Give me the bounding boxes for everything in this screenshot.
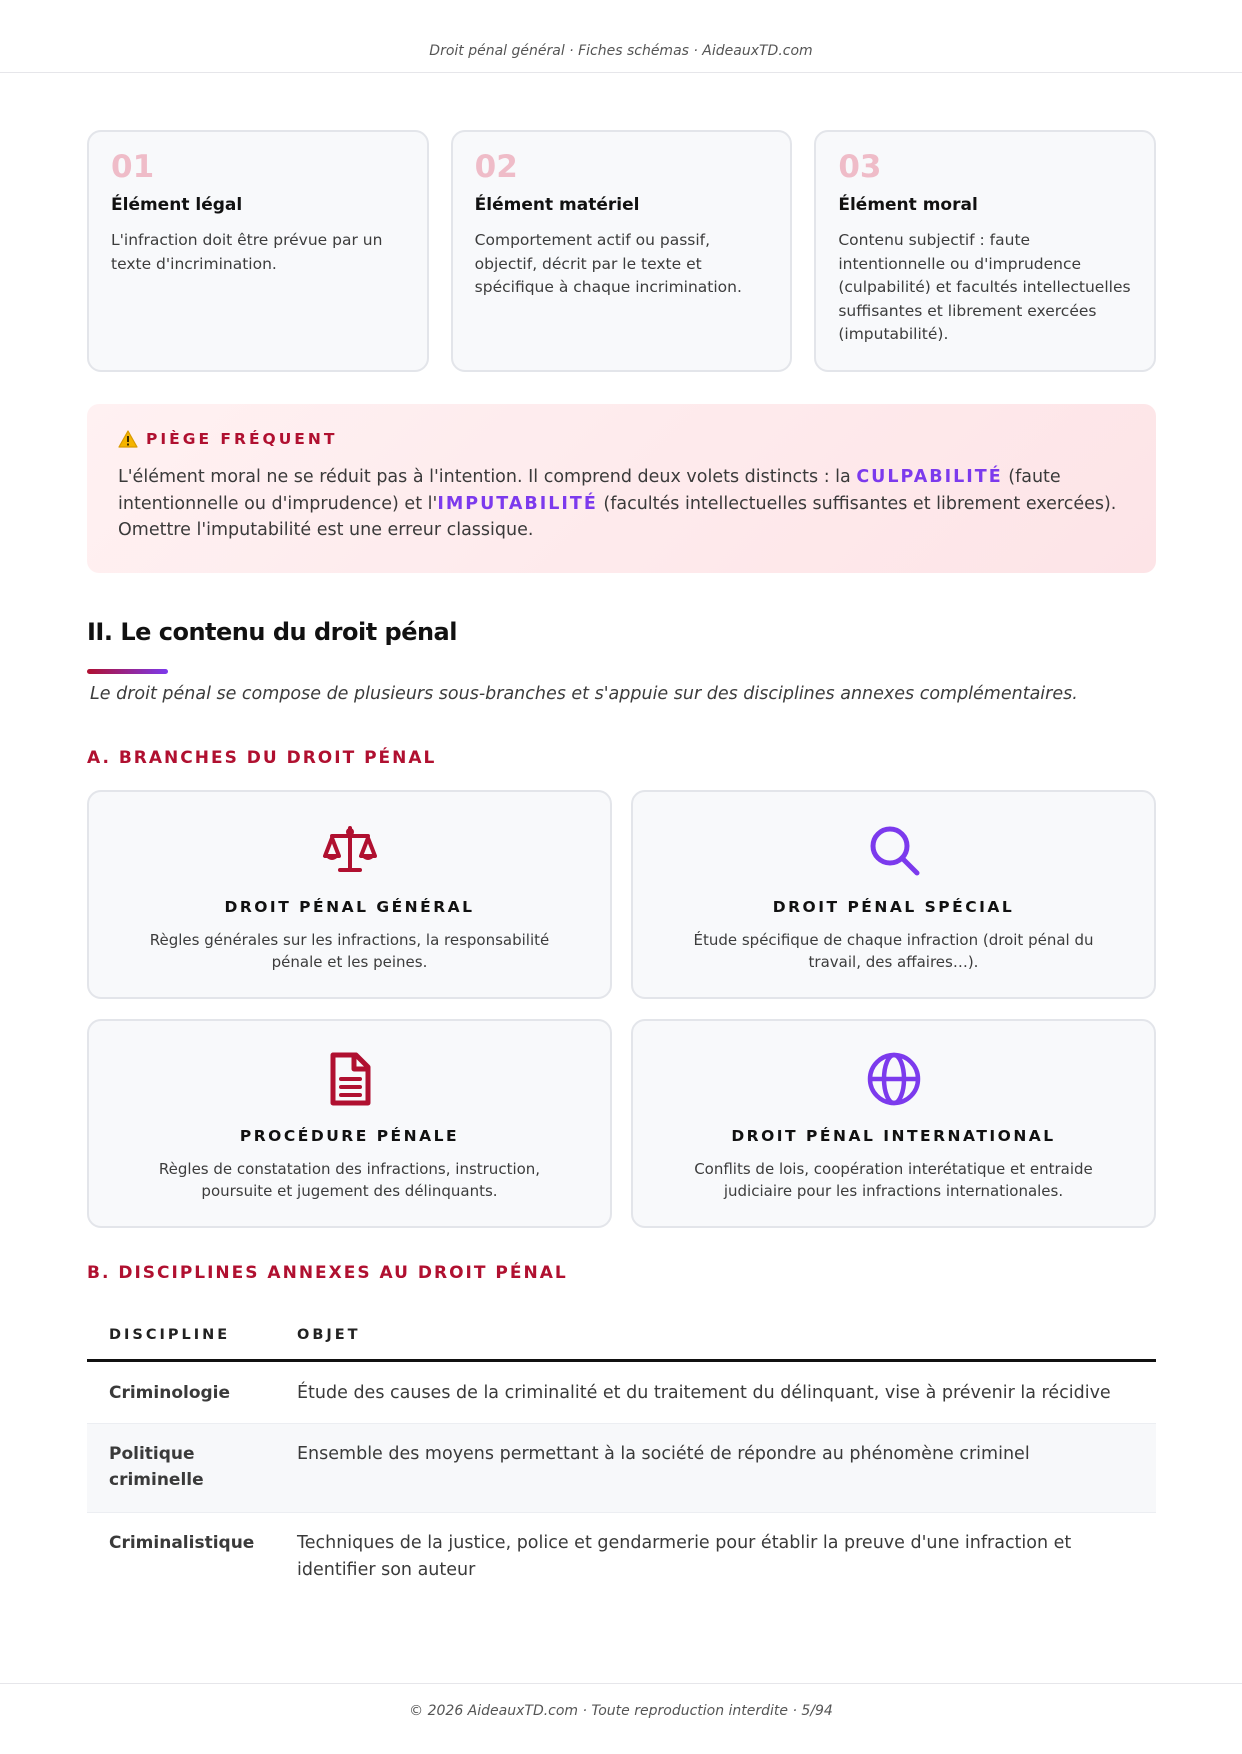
branch-text: Règles générales sur les infractions, la responsabilité pénale et les peines. [149,931,550,971]
callout-text-1: L'élément moral ne se réduit pas à l'intention. Il comprend deux volets distincts : la [118,467,857,487]
branch-text: Règles de constatation des infractions, instruction, poursuite et jugement des délinquants. [158,1160,541,1200]
branch-card-international [631,1019,1156,1228]
section-title: II. Le contenu du droit pénal [87,618,457,646]
footer-text: © 2026 AideauxTD.com · Toute reproduction interdite · 5/94 [409,1703,833,1719]
discipline-name: Criminologie [109,1383,231,1403]
callout-body [118,464,1125,544]
table-header [87,1310,1156,1362]
branch-card-general [87,790,612,999]
callout-text-3: (facultés intellectuelles suffisantes et librement exercées). Omettre l'imputabilité est une erreur classique. [118,493,1117,541]
discipline-object: Étude des causes de la criminalité et du traitement du délinquant, vise à prévenir la récidive [297,1383,1111,1403]
element-number: 03 [838,149,882,185]
warning-icon [118,430,138,448]
magnifier-icon [866,822,922,878]
callout-title: PIÈGE FRÉQUENT [146,430,338,448]
branch-text: Étude spécifique de chaque infraction (droit pénal du travail, des affaires…). [693,931,1094,971]
section-title-underline [87,669,168,674]
globe-icon [866,1051,922,1107]
element-text: Contenu subjectif : faute intentionnelle ou d'imprudence (culpabilité) et facultés intellectuelles suffisantes et librement exercées (imputabilité). [838,231,1131,344]
branches-heading: A. BRANCHES DU DROIT PÉNAL [87,748,437,768]
element-text: Comportement actif ou passif, objectif, décrit par le texte et spécifique à chaque incrimination. [474,231,742,297]
page-footer [0,1683,1242,1719]
header-text: Droit pénal général · Fiches schémas · AideauxTD.com [429,43,813,59]
element-title: Élément légal [111,195,243,215]
column-header-objet: OBJET [297,1326,361,1343]
discipline-name: Politique criminelle [109,1444,204,1491]
callout-text-2: (faute intentionnelle ou d'imprudence) et l' [118,467,1061,514]
branch-title: DROIT PÉNAL GÉNÉRAL [224,898,475,916]
element-card-materiel [451,130,793,372]
discipline-name: Criminalistique [109,1533,255,1553]
branch-card-special [631,790,1156,999]
disciplines-heading: B. DISCIPLINES ANNEXES AU DROIT PÉNAL [87,1263,568,1283]
scales-icon [322,822,378,878]
branch-card-procedure [87,1019,612,1228]
element-text: L'infraction doit être prévue par un texte d'incrimination. [111,231,383,273]
branch-title: DROIT PÉNAL INTERNATIONAL [731,1127,1056,1145]
element-card-moral [814,130,1156,372]
element-title: Élément moral [838,195,978,215]
table-row [87,1513,1156,1603]
discipline-object: Techniques de la justice, police et gendarmerie pour établir la preuve d'une infraction et identifier son auteur [297,1533,1072,1581]
warning-callout [87,404,1156,573]
element-title: Élément matériel [474,195,640,215]
disciplines-table [87,1310,1156,1603]
callout-header [118,430,1125,448]
branch-title: PROCÉDURE PÉNALE [239,1127,460,1145]
branch-title: DROIT PÉNAL SPÉCIAL [772,898,1015,916]
branch-text: Conflits de lois, coopération interétatique et entraide judiciaire pour les infractions internationales. [694,1160,1093,1200]
table-row [87,1424,1156,1513]
elements-cards [87,130,1156,372]
element-number: 01 [111,149,155,185]
element-number: 02 [474,149,518,185]
keyword-imputabilite: IMPUTABILITÉ [437,493,598,514]
column-header-discipline: DISCIPLINE [109,1326,231,1343]
branches-grid [87,790,1156,1228]
element-card-legal [87,130,429,372]
section-lead: Le droit pénal se compose de plusieurs sous-branches et s'appuie sur des disciplines annexes complémentaires. [90,684,1078,704]
document-icon [322,1051,378,1107]
keyword-culpabilite: CULPABILITÉ [856,467,1003,487]
page-header [0,0,1242,73]
discipline-object: Ensemble des moyens permettant à la société de répondre au phénomène criminel [297,1444,1030,1464]
table-row [87,1362,1156,1424]
